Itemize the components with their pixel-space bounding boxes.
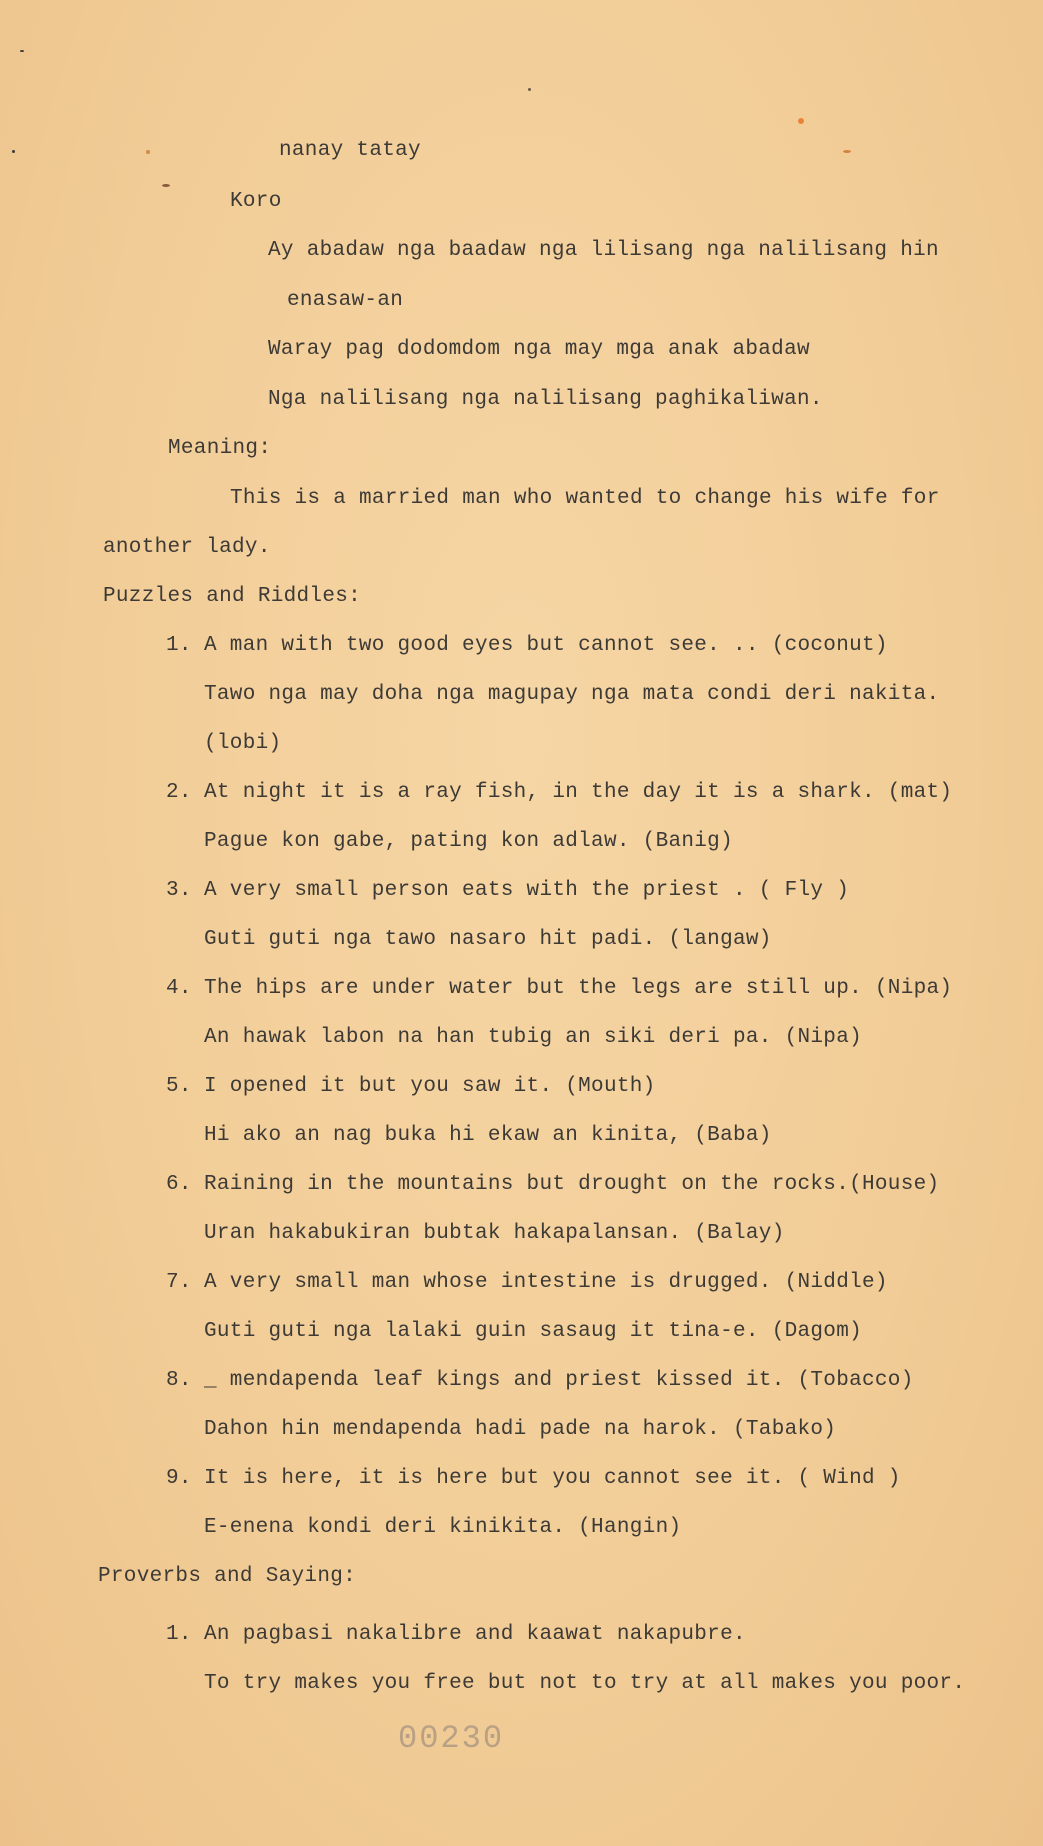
proverb-number: 1. — [166, 1623, 192, 1646]
riddle-number: 4. — [166, 977, 192, 1000]
song-title: nanay tatay — [279, 139, 421, 162]
chorus-line: Ay abadaw nga baadaw nga lilisang nga nalilisang hin — [268, 239, 939, 262]
paper-speck — [146, 150, 150, 154]
riddle-number: 7. — [166, 1271, 192, 1294]
chorus-line: Waray pag dodomdom nga may mga anak abadaw — [268, 338, 810, 361]
riddle-english: The hips are under water but the legs are still up. (Nipa) — [204, 977, 953, 1000]
riddle-number: 2. — [166, 781, 192, 804]
riddle-native: An hawak labon na han tubig an siki deri pa. (Nipa) — [204, 1026, 863, 1049]
proverb-english: To try makes you free but not to try at all makes you poor. — [204, 1672, 966, 1695]
riddle-english: A very small man whose intestine is drugged. (Niddle) — [204, 1271, 888, 1294]
proverbs-heading: Proverbs and Saying: — [98, 1565, 357, 1588]
riddle-number: 8. — [166, 1369, 192, 1392]
paper-speck — [162, 184, 170, 187]
riddle-native: E-enena kondi deri kinikita. (Hangin) — [204, 1516, 682, 1539]
riddle-native: Tawo nga may doha nga magupay nga mata condi deri nakita. — [204, 683, 940, 706]
paper-speck — [843, 150, 851, 153]
meaning-label: Meaning: — [168, 437, 272, 460]
paper-speck — [12, 150, 15, 153]
riddle-english: _ mendapenda leaf kings and priest kissed it. (Tobacco) — [204, 1369, 914, 1392]
riddles-heading: Puzzles and Riddles: — [103, 585, 362, 608]
riddle-english: It is here, it is here but you cannot see it. ( Wind ) — [204, 1467, 901, 1490]
riddle-number: 3. — [166, 879, 192, 902]
riddle-native: Guti guti nga lalaki guin sasaug it tina-e. (Dagom) — [204, 1320, 863, 1343]
riddle-number: 5. — [166, 1075, 192, 1098]
riddle-number: 6. — [166, 1173, 192, 1196]
chorus-line: enasaw-an — [287, 289, 404, 312]
meaning-text: another lady. — [103, 536, 271, 559]
riddle-native: Hi ako an nag buka hi ekaw an kinita, (Baba) — [204, 1124, 772, 1147]
chorus-label: Koro — [230, 190, 282, 213]
riddle-native: Guti guti nga tawo nasaro hit padi. (langaw) — [204, 928, 772, 951]
riddle-english: A man with two good eyes but cannot see. .. (coconut) — [204, 634, 888, 657]
paper-speck — [798, 118, 804, 124]
proverb-native: An pagbasi nakalibre and kaawat nakapubre. — [204, 1623, 746, 1646]
chorus-line: Nga nalilisang nga nalilisang paghikaliwan. — [268, 388, 823, 411]
riddle-native: Uran hakabukiran bubtak hakapalansan. (Balay) — [204, 1222, 785, 1245]
riddle-native: Dahon hin mendapenda hadi pade na harok. (Tabako) — [204, 1418, 837, 1441]
riddle-english: I opened it but you saw it. (Mouth) — [204, 1075, 656, 1098]
riddle-number: 9. — [166, 1467, 192, 1490]
page-number-stamp: 00230 — [398, 1720, 505, 1757]
meaning-text: This is a married man who wanted to change his wife for — [230, 487, 940, 510]
riddle-english: Raining in the mountains but drought on the rocks.(House) — [204, 1173, 940, 1196]
riddle-english: A very small person eats with the priest . ( Fly ) — [204, 879, 850, 902]
riddle-number: 1. — [166, 634, 192, 657]
riddle-native: Pague kon gabe, pating kon adlaw. (Banig) — [204, 830, 733, 853]
riddle-native-cont: (lobi) — [204, 732, 282, 755]
paper-speck — [528, 88, 531, 91]
riddle-english: At night it is a ray fish, in the day it is a shark. (mat) — [204, 781, 953, 804]
paper-speck — [20, 50, 24, 52]
